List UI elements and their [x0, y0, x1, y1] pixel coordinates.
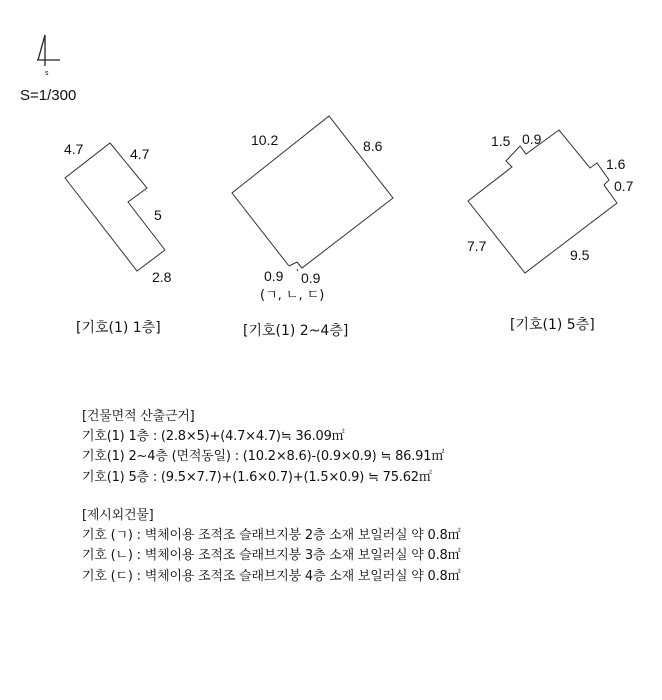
area-calc-heading: [건물면적 산출근거]	[82, 409, 195, 424]
floor2to4-dim-notch-right: 0.9	[301, 270, 321, 286]
excluded-building-line: 기호 (ㄷ) : 벽체이용 조적조 슬래브지붕 4층 소재 보일러실 약 0.8㎡	[82, 568, 461, 584]
excluded-building-line: 기호 (ㄴ) : 벽체이용 조적조 슬래브지붕 3층 소재 보일러실 약 0.8㎡	[82, 548, 461, 564]
north-arrow-icon	[37, 35, 60, 66]
area-calc-line: 기호(1) 5층 : (9.5×7.7)+(1.6×0.7)+(1.5×0.9) ≒ 75.62㎡	[82, 469, 432, 485]
floor2to4-dim-top-right: 8.6	[363, 138, 383, 154]
floor5-dim-9-5: 9.5	[570, 247, 590, 263]
floor5-dim-0-7: 0.7	[614, 178, 634, 194]
floor5-caption: [기호(1) 5층]	[510, 317, 595, 333]
floor1-dim-right-top: 4.7	[130, 146, 150, 162]
floor1-caption: [기호(1) 1층]	[76, 320, 161, 336]
excluded-building-line: 기호 (ㄱ) : 벽체이용 조적조 슬래브지붕 2층 소재 보일러실 약 0.8㎡	[82, 528, 461, 544]
floor2to4-dim-notch-left: 0.9	[264, 268, 284, 284]
floor5-dim-0-9: 0.9	[522, 131, 542, 147]
floor5-dim-1-5: 1.5	[491, 133, 511, 149]
floor2to4-caption: [기호(1) 2~4층]	[243, 323, 349, 339]
floor5-dim-7-7: 7.7	[467, 238, 487, 254]
excluded-buildings-heading: [제시외건물]	[82, 508, 154, 523]
floor2to4-dim-top-left: 10.2	[251, 132, 279, 148]
floor1-dim-bottom: 2.8	[152, 269, 172, 285]
floor5-dim-1-6: 1.6	[606, 156, 626, 172]
floor1-dim-left-top: 4.7	[64, 141, 84, 157]
excluded-buildings-section	[82, 506, 460, 587]
area-calc-line: 기호(1) 2~4층 (면적동일) : (10.2×8.6)-(0.9×0.9) ≒ 86.91㎡	[82, 449, 445, 465]
floor5-outline	[468, 130, 617, 273]
floor2to4-annex-labels: (ㄱ, ㄴ, ㄷ)	[260, 288, 325, 303]
north-arrow-label: s	[45, 70, 49, 77]
floor1-dim-right: 5	[154, 207, 162, 223]
area-calculation-section	[82, 407, 444, 488]
area-calc-line: 기호(1) 1층 : (2.8×5)+(4.7×4.7)≒ 36.09㎡	[82, 429, 345, 445]
floor1-outline	[65, 143, 165, 271]
scale-label: S=1/300	[20, 87, 77, 104]
